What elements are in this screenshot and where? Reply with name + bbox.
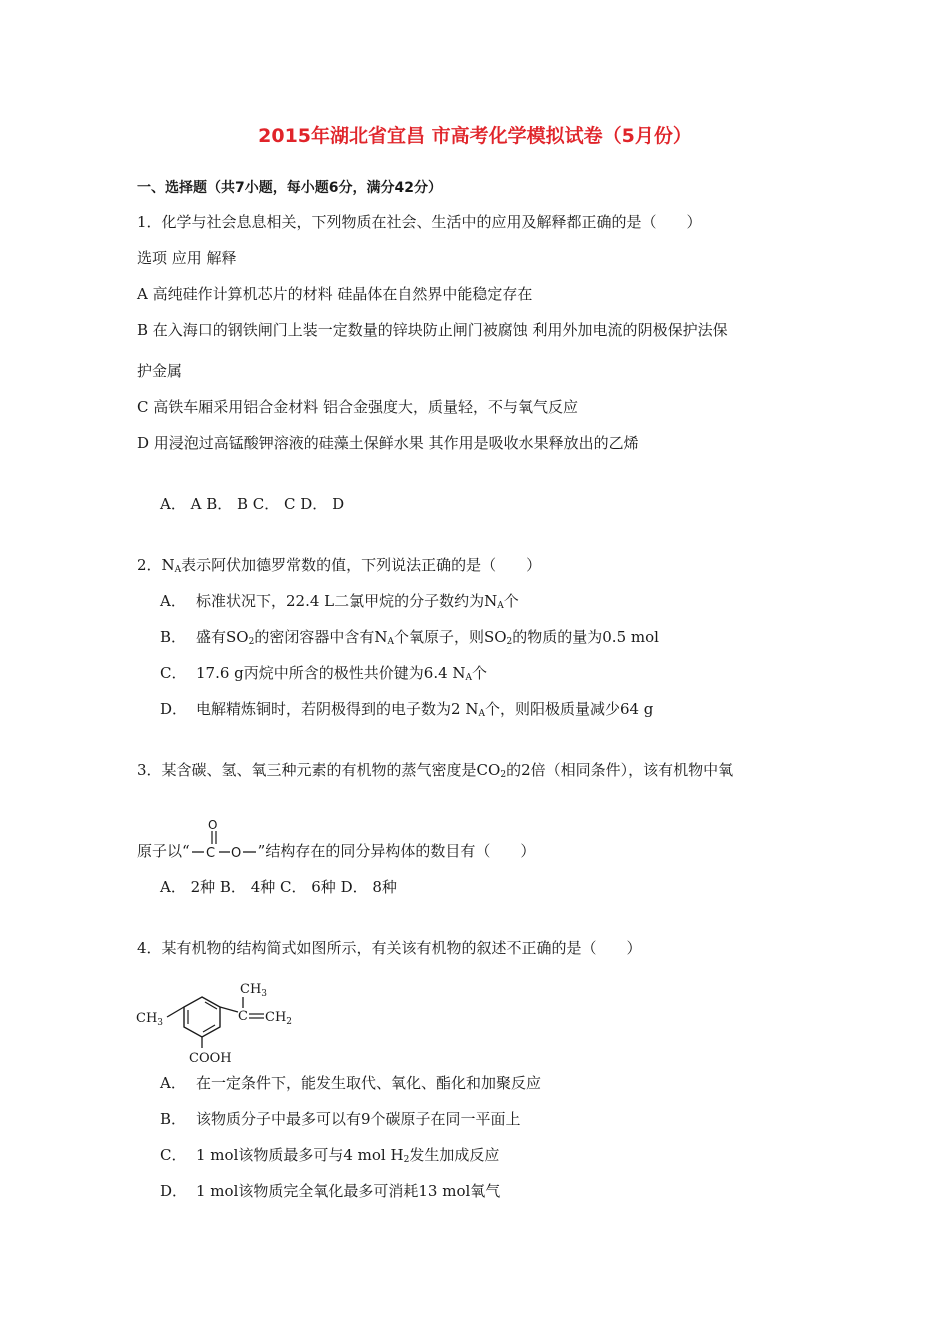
section-heading: 一、选择题（共7小题，每小题6分，满分42分） xyxy=(137,180,442,196)
page-title: 2015年湖北省宜昌 市高考化学模拟试卷（5月份） xyxy=(258,125,692,147)
question-3-options: A． 2种 B． 4种 C． 6种 D． 8种 xyxy=(160,878,397,896)
question-2-option-b: B． 盛有$SO_2$的密闭容器中含有$N_A$个氧原子，则$SO_2$的物质的量为0.5 mol xyxy=(160,628,659,647)
carboxyl-label: COOH xyxy=(189,1051,232,1066)
methylene-label: $CH_2$ xyxy=(265,1010,293,1027)
question-1-row-b: B 在入海口的钢铁闸门上装一定数量的锌块防止闸门被腐蚀 利用外加电流的阴极保护法保 xyxy=(137,321,728,339)
question-1-options: A． A B． B C． C D． D xyxy=(160,495,345,513)
structural-formula-figure xyxy=(134,978,304,1068)
ester-carbon: C xyxy=(205,846,215,860)
question-2-option-a: A． 标准状况下，22.4 L二氯甲烷的分子数约为$N_A$个 xyxy=(160,592,519,611)
question-4-option-b: B． 该物质分子中最多可以有9个碳原子在同一平面上 xyxy=(160,1110,521,1128)
question-1-row-c: C 高铁车厢采用铝合金材料 铝合金强度大，质量轻，不与氧气反应 xyxy=(137,398,579,416)
question-2-stem: 2．$N_A$表示阿伏加德罗常数的值，下列说法正确的是（ ） xyxy=(137,556,542,575)
question-4-option-c: C． 1 mol该物质最多可与4 mol $H_2$发生加成反应 xyxy=(160,1146,500,1165)
methyl-top-label: $CH_3$ xyxy=(240,982,268,999)
question-4-option-a: A． 在一定条件下，能发生取代、氧化、酯化和加聚反应 xyxy=(160,1074,542,1092)
ester-structure-icon xyxy=(190,818,258,860)
question-3-stem: 3．某含碳、氢、氧三种元素的有机物的蒸气密度是$CO_2$的2倍（相同条件），该有机物中氧 xyxy=(137,761,734,780)
question-1-table-header: 选项 应用 解释 xyxy=(137,249,237,267)
question-1-stem: 1．化学与社会息息相关，下列物质在社会、生活中的应用及解释都正确的是（ ） xyxy=(137,213,702,231)
methyl-left-label: $CH_3$ xyxy=(136,1011,164,1028)
ester-carbonyl-oxygen: O xyxy=(207,818,218,832)
question-3-stem-cont: 原子以“ C O O ”结构存在的同分异构体的数目有（ ） xyxy=(137,818,536,860)
question-1-row-d: D 用浸泡过高锰酸钾溶液的硅藻土保鲜水果 其作用是吸收水果释放出的乙烯 xyxy=(137,434,639,452)
question-2-option-c: C． 17.6 g丙烷中所含的极性共价键为6.4 $N_A$个 xyxy=(160,664,488,683)
question-4-option-d: D． 1 mol该物质完全氧化最多可消耗13 mol氧气 xyxy=(160,1182,501,1200)
question-2-option-d: D． 电解精炼铜时，若阴极得到的电子数为2 $N_A$个，则阳极质量减少64 g xyxy=(160,700,654,719)
question-1-row-a: A 高纯硅作计算机芯片的材料 硅晶体在自然界中能稳定存在 xyxy=(137,285,533,303)
ester-oxygen: O xyxy=(230,846,241,860)
question-4-stem: 4．某有机物的结构简式如图所示，有关该有机物的叙述不正确的是（ ） xyxy=(137,939,642,957)
question-1-row-b-cont: 护金属 xyxy=(137,362,183,380)
vinyl-carbon-label: C xyxy=(238,1009,248,1024)
